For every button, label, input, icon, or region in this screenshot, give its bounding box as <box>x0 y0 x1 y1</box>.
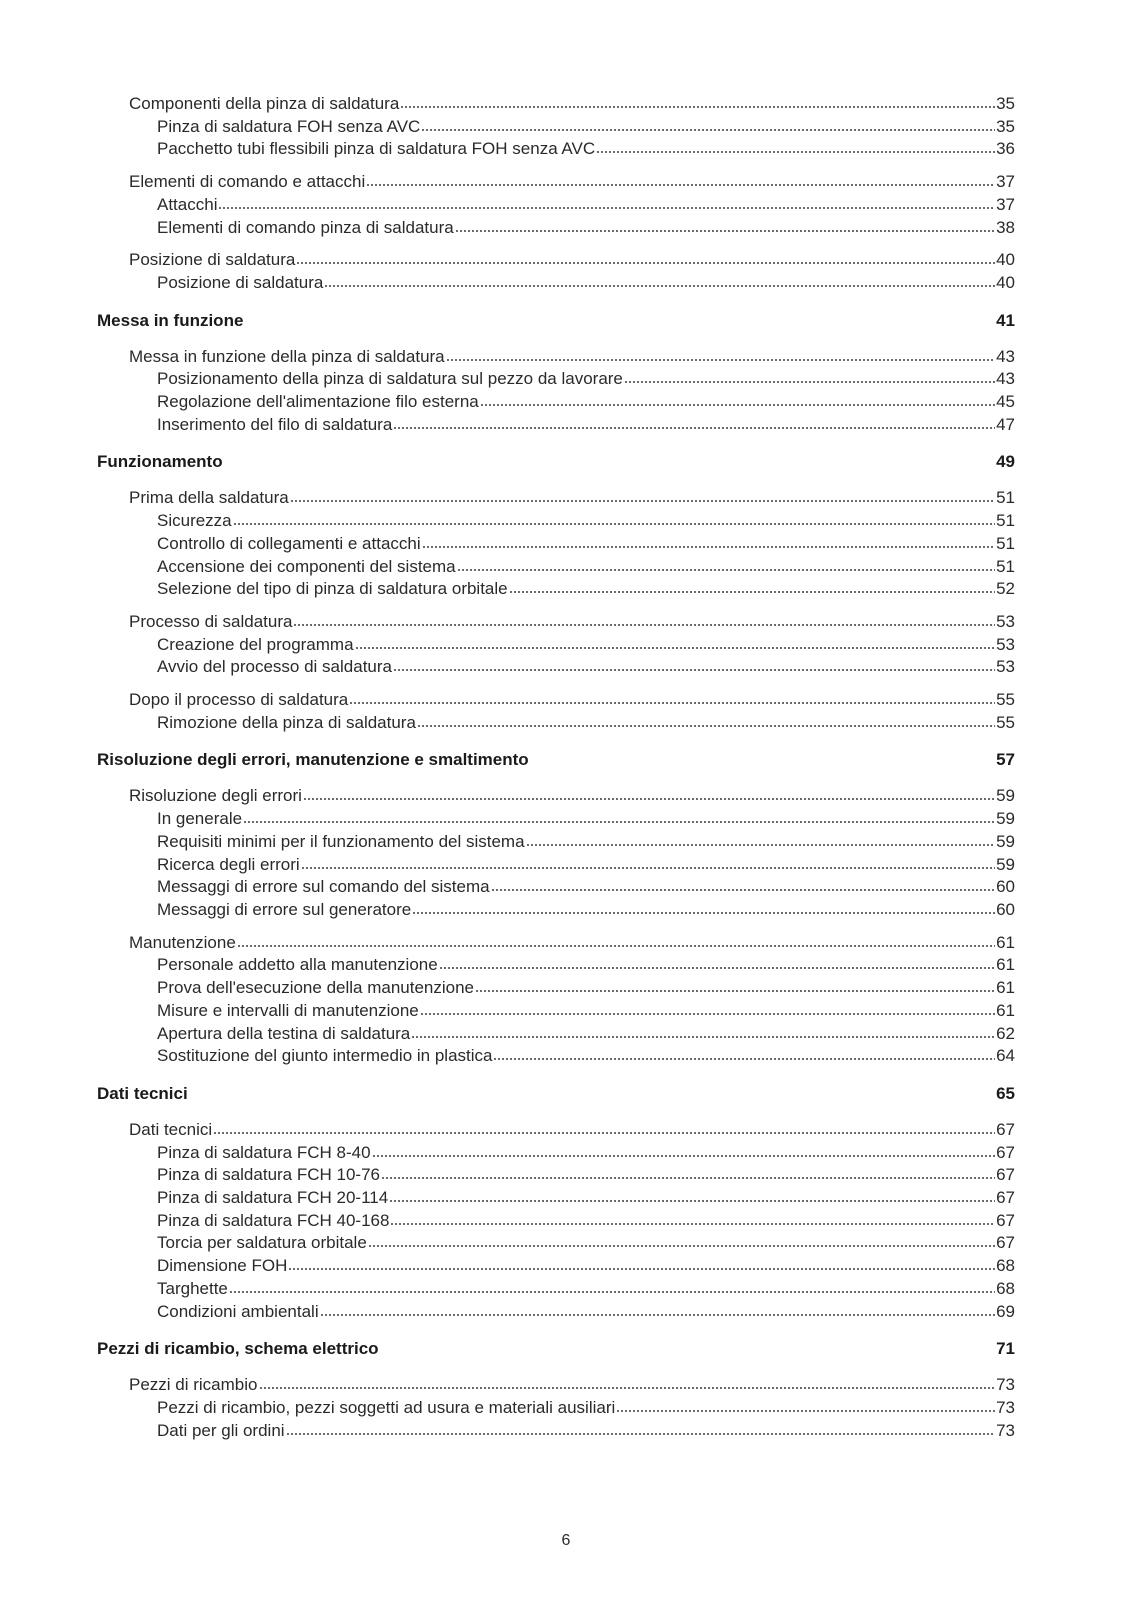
dot-leader <box>259 1375 996 1390</box>
toc-chapter-entry[interactable] <box>97 611 1015 634</box>
toc-entry-page: 68 <box>996 1256 1015 1276</box>
toc-chapter-entry[interactable] <box>97 487 1015 510</box>
toc-subentry[interactable] <box>97 578 1015 601</box>
toc-chapter-entry[interactable] <box>97 1374 1015 1397</box>
toc-subentry[interactable] <box>97 634 1015 657</box>
toc-entry-page: 36 <box>996 139 1015 159</box>
toc-subentry[interactable] <box>97 1420 1015 1443</box>
toc-entry-title: Misure e intervalli di manutenzione <box>157 1000 419 1020</box>
toc-entry-page: 67 <box>996 1188 1015 1208</box>
toc-entry-title: Pinza di saldatura FCH 40-168 <box>157 1210 390 1230</box>
toc-entry-title: Selezione del tipo di pinza di saldatura orbitale <box>157 579 508 599</box>
toc-entry-title: Sostituzione del giunto intermedio in plastica <box>157 1046 493 1066</box>
dot-leader <box>457 557 995 572</box>
spacer <box>97 473 1015 487</box>
toc-entry-title: Dimensione FOH <box>157 1256 288 1276</box>
section-page: 71 <box>996 1339 1015 1359</box>
toc-chapter-entry[interactable] <box>97 785 1015 808</box>
toc-entry-title: Elementi di comando e attacchi <box>129 172 366 192</box>
toc-section-heading[interactable] <box>97 1338 1015 1360</box>
toc-section-heading[interactable] <box>97 1083 1015 1105</box>
toc-entry-page: 73 <box>996 1375 1015 1395</box>
toc-subentry[interactable] <box>97 1142 1015 1165</box>
dot-leader <box>390 1211 995 1226</box>
toc-subentry[interactable] <box>97 1255 1015 1278</box>
toc-entry-title: Condizioni ambientali <box>157 1301 319 1321</box>
toc-entry-page: 64 <box>996 1046 1015 1066</box>
toc-subentry[interactable] <box>97 414 1015 437</box>
spacer <box>97 1323 1015 1338</box>
toc-entry-title: Pinza di saldatura FCH 8-40 <box>157 1142 371 1162</box>
toc-section-heading[interactable] <box>97 749 1015 771</box>
toc-entry-page: 51 <box>996 488 1015 508</box>
toc-entry-title: Controllo di collegamenti e attacchi <box>157 533 421 553</box>
dot-leader <box>324 273 995 288</box>
toc-entry-page: 73 <box>996 1397 1015 1417</box>
toc-entry-page: 59 <box>996 854 1015 874</box>
spacer <box>97 1068 1015 1083</box>
toc-subentry[interactable] <box>97 1397 1015 1420</box>
spacer <box>97 679 1015 689</box>
toc-chapter-entry[interactable] <box>97 249 1015 272</box>
toc-subentry[interactable] <box>97 876 1015 899</box>
dot-leader <box>366 172 995 187</box>
toc-entry-title: Dati per gli ordini <box>157 1420 285 1440</box>
toc-subentry[interactable] <box>97 808 1015 831</box>
section-title: Funzionamento <box>97 452 223 472</box>
toc-subentry[interactable] <box>97 1045 1015 1068</box>
toc-entry-title: Accensione dei componenti del sistema <box>157 556 456 576</box>
toc-entry-page: 51 <box>996 556 1015 576</box>
toc-entry-title: Creazione del programma <box>157 634 354 654</box>
toc-entry-page: 37 <box>996 194 1015 214</box>
toc-subentry[interactable] <box>97 272 1015 295</box>
toc-entry-page: 35 <box>996 116 1015 136</box>
dot-leader <box>475 978 995 993</box>
toc-entry-page: 59 <box>996 809 1015 829</box>
toc-entry-page: 53 <box>996 634 1015 654</box>
toc-subentry[interactable] <box>97 977 1015 1000</box>
toc-subentry[interactable] <box>97 138 1015 161</box>
toc-entry-title: Pinza di saldatura FOH senza AVC <box>157 116 421 136</box>
toc-entry-page: 52 <box>996 579 1015 599</box>
dot-leader <box>286 1421 996 1436</box>
toc-entry-page: 68 <box>996 1278 1015 1298</box>
spacer <box>97 1360 1015 1374</box>
toc-entry-title: Pezzi di ricambio <box>129 1375 258 1395</box>
toc-subentry[interactable] <box>97 1232 1015 1255</box>
toc-entry-title: Ricerca degli errori <box>157 854 300 874</box>
dot-leader <box>400 94 995 109</box>
toc-subentry[interactable] <box>97 368 1015 391</box>
section-page: 41 <box>996 310 1015 330</box>
dot-leader <box>237 933 995 948</box>
toc-entry-title: Risoluzione degli errori <box>129 786 302 806</box>
spacer <box>97 922 1015 932</box>
spacer <box>97 239 1015 249</box>
toc-section-heading[interactable] <box>97 310 1015 332</box>
dot-leader <box>420 1001 995 1016</box>
toc-subentry[interactable] <box>97 1164 1015 1187</box>
toc-entry-title: Apertura della testina di saldatura <box>157 1023 411 1043</box>
dot-leader <box>446 347 995 362</box>
toc-entry-page: 45 <box>996 392 1015 412</box>
toc-entry-title: Dati tecnici <box>129 1119 213 1139</box>
toc-chapter-entry[interactable] <box>97 1119 1015 1142</box>
spacer <box>97 332 1015 346</box>
toc-entry-page: 40 <box>996 272 1015 292</box>
toc-chapter-entry[interactable] <box>97 171 1015 194</box>
dot-leader <box>218 195 995 210</box>
page-number: 6 <box>561 1532 571 1549</box>
section-page: 57 <box>996 750 1015 770</box>
toc-entry-page: 59 <box>996 831 1015 851</box>
toc-entry-page: 67 <box>996 1233 1015 1253</box>
toc-subentry[interactable] <box>97 656 1015 679</box>
dot-leader <box>455 218 995 233</box>
toc-entry-title: Posizionamento della pinza di saldatura sul pezzo da lavorare <box>157 369 623 389</box>
dot-leader <box>422 534 995 549</box>
toc-subentry[interactable] <box>97 899 1015 922</box>
toc-entry-page: 61 <box>996 978 1015 998</box>
toc-subentry[interactable] <box>97 1301 1015 1324</box>
toc-entry-title: Inserimento del filo di saldatura <box>157 414 393 434</box>
toc-entry-page: 38 <box>996 217 1015 237</box>
section-title: Pezzi di ricambio, schema elettrico <box>97 1339 379 1359</box>
section-title: Risoluzione degli errori, manutenzione e smaltimento <box>97 750 529 770</box>
toc-entry-title: Rimozione della pinza di saldatura <box>157 712 416 732</box>
toc-subentry[interactable] <box>97 831 1015 854</box>
dot-leader <box>411 1024 995 1039</box>
toc-subentry[interactable] <box>97 1278 1015 1301</box>
dot-leader <box>303 786 995 801</box>
dot-leader <box>293 612 995 627</box>
dot-leader <box>233 511 995 526</box>
toc-entry-title: Messaggi di errore sul comando del sistema <box>157 877 490 897</box>
toc-entry-title: Messaggi di errore sul generatore <box>157 899 412 919</box>
toc-entry-title: Pinza di saldatura FCH 10-76 <box>157 1165 381 1185</box>
toc-entry-page: 62 <box>996 1023 1015 1043</box>
toc-entry-page: 43 <box>996 369 1015 389</box>
dot-leader <box>596 139 995 154</box>
dot-leader <box>417 713 995 728</box>
toc-subentry[interactable] <box>97 1210 1015 1233</box>
toc-entry-page: 61 <box>996 955 1015 975</box>
toc-entry-page: 67 <box>996 1210 1015 1230</box>
dot-leader <box>393 415 995 430</box>
toc-entry-page: 40 <box>996 250 1015 270</box>
dot-leader <box>393 657 995 672</box>
toc-chapter-entry[interactable] <box>97 689 1015 712</box>
toc-chapter-entry[interactable] <box>97 346 1015 369</box>
spacer <box>97 734 1015 749</box>
toc-entry-title: Prova dell'esecuzione della manutenzione <box>157 978 475 998</box>
toc-entry-page: 43 <box>996 346 1015 366</box>
dot-leader <box>349 690 995 705</box>
toc-entry-title: Torcia per saldatura orbitale <box>157 1233 367 1253</box>
toc-entry-page: 51 <box>996 533 1015 553</box>
toc-entry-title: Pinza di saldatura FCH 20-114 <box>157 1188 389 1208</box>
dot-leader <box>320 1302 995 1317</box>
toc-subentry[interactable] <box>97 194 1015 217</box>
spacer <box>97 295 1015 310</box>
dot-leader <box>381 1165 995 1180</box>
toc-entry-title: Dopo il processo di saldatura <box>129 690 349 710</box>
toc-entry-page: 69 <box>996 1301 1015 1321</box>
toc-entry-page: 37 <box>996 172 1015 192</box>
toc-entry-title: Posizione di saldatura <box>129 250 296 270</box>
dot-leader <box>421 117 995 132</box>
toc-entry-title: Avvio del processo di saldatura <box>157 657 392 677</box>
toc-entry-title: Personale addetto alla manutenzione <box>157 955 438 975</box>
toc-subentry[interactable] <box>97 510 1015 533</box>
toc-entry-page: 51 <box>996 511 1015 531</box>
dot-leader <box>509 579 995 594</box>
toc-entry-title: Requisiti minimi per il funzionamento del sistema <box>157 831 525 851</box>
toc-entry-page: 67 <box>996 1119 1015 1139</box>
dot-leader <box>526 832 996 847</box>
dot-leader <box>389 1188 995 1203</box>
dot-leader <box>355 635 996 650</box>
toc-entry-page: 55 <box>996 712 1015 732</box>
toc-entry-page: 55 <box>996 690 1015 710</box>
toc-subentry[interactable] <box>97 217 1015 240</box>
toc-entry-title: Targhette <box>157 1278 228 1298</box>
dot-leader <box>288 1256 995 1271</box>
toc-entry-page: 67 <box>996 1165 1015 1185</box>
toc-subentry[interactable] <box>97 556 1015 579</box>
spacer <box>97 436 1015 451</box>
dot-leader <box>368 1233 995 1248</box>
toc-entry-title: Processo di saldatura <box>129 611 293 631</box>
toc-subentry[interactable] <box>97 533 1015 556</box>
toc-entry-title: Posizione di saldatura <box>157 272 324 292</box>
dot-leader <box>624 369 995 384</box>
toc-entry-page: 53 <box>996 657 1015 677</box>
dot-leader <box>213 1120 995 1135</box>
toc-entry-page: 47 <box>996 414 1015 434</box>
toc-subentry[interactable] <box>97 1023 1015 1046</box>
spacer <box>97 161 1015 171</box>
dot-leader <box>296 250 995 265</box>
table-of-contents <box>97 93 1015 1442</box>
toc-entry-title: In generale <box>157 809 243 829</box>
toc-entry-page: 61 <box>996 1000 1015 1020</box>
section-title: Dati tecnici <box>97 1083 188 1103</box>
section-page: 65 <box>996 1083 1015 1103</box>
toc-entry-title: Manutenzione <box>129 932 236 952</box>
toc-entry-page: 60 <box>996 877 1015 897</box>
dot-leader <box>616 1398 995 1413</box>
dot-leader <box>480 392 995 407</box>
dot-leader <box>290 488 995 503</box>
spacer <box>97 1105 1015 1119</box>
toc-chapter-entry[interactable] <box>97 93 1015 116</box>
toc-entry-page: 67 <box>996 1142 1015 1162</box>
dot-leader <box>372 1143 996 1158</box>
spacer <box>97 601 1015 611</box>
toc-subentry[interactable] <box>97 954 1015 977</box>
toc-chapter-entry[interactable] <box>97 932 1015 955</box>
toc-entry-title: Pezzi di ricambio, pezzi soggetti ad usura e materiali ausiliari <box>157 1397 616 1417</box>
toc-entry-page: 53 <box>996 611 1015 631</box>
dot-leader <box>412 900 995 915</box>
toc-subentry[interactable] <box>97 854 1015 877</box>
toc-entry-page: 61 <box>996 932 1015 952</box>
toc-entry-title: Prima della saldatura <box>129 488 289 508</box>
toc-subentry[interactable] <box>97 1000 1015 1023</box>
section-title: Messa in funzione <box>97 310 244 330</box>
dot-leader <box>301 855 995 870</box>
spacer <box>97 771 1015 785</box>
toc-section-heading[interactable] <box>97 451 1015 473</box>
toc-entry-title: Messa in funzione della pinza di saldatura <box>129 346 445 366</box>
toc-subentry[interactable] <box>97 391 1015 414</box>
toc-subentry[interactable] <box>97 1187 1015 1210</box>
toc-subentry[interactable] <box>97 712 1015 735</box>
toc-entry-page: 59 <box>996 786 1015 806</box>
toc-entry-page: 35 <box>996 94 1015 113</box>
toc-entry-title: Regolazione dell'alimentazione filo esterna <box>157 392 479 412</box>
dot-leader <box>493 1046 995 1061</box>
section-page: 49 <box>996 452 1015 472</box>
dot-leader <box>243 809 995 824</box>
toc-entry-title: Sicurezza <box>157 511 232 531</box>
toc-entry-title: Pacchetto tubi flessibili pinza di saldatura FOH senza AVC <box>157 139 596 159</box>
dot-leader <box>229 1279 995 1294</box>
toc-entry-title: Attacchi <box>157 194 218 214</box>
toc-subentry[interactable] <box>97 116 1015 139</box>
toc-entry-title: Componenti della pinza di saldatura <box>129 94 400 113</box>
toc-entry-page: 60 <box>996 899 1015 919</box>
toc-entry-page: 73 <box>996 1420 1015 1440</box>
dot-leader <box>491 877 995 892</box>
dot-leader <box>439 955 995 970</box>
toc-entry-title: Elementi di comando pinza di saldatura <box>157 217 454 237</box>
